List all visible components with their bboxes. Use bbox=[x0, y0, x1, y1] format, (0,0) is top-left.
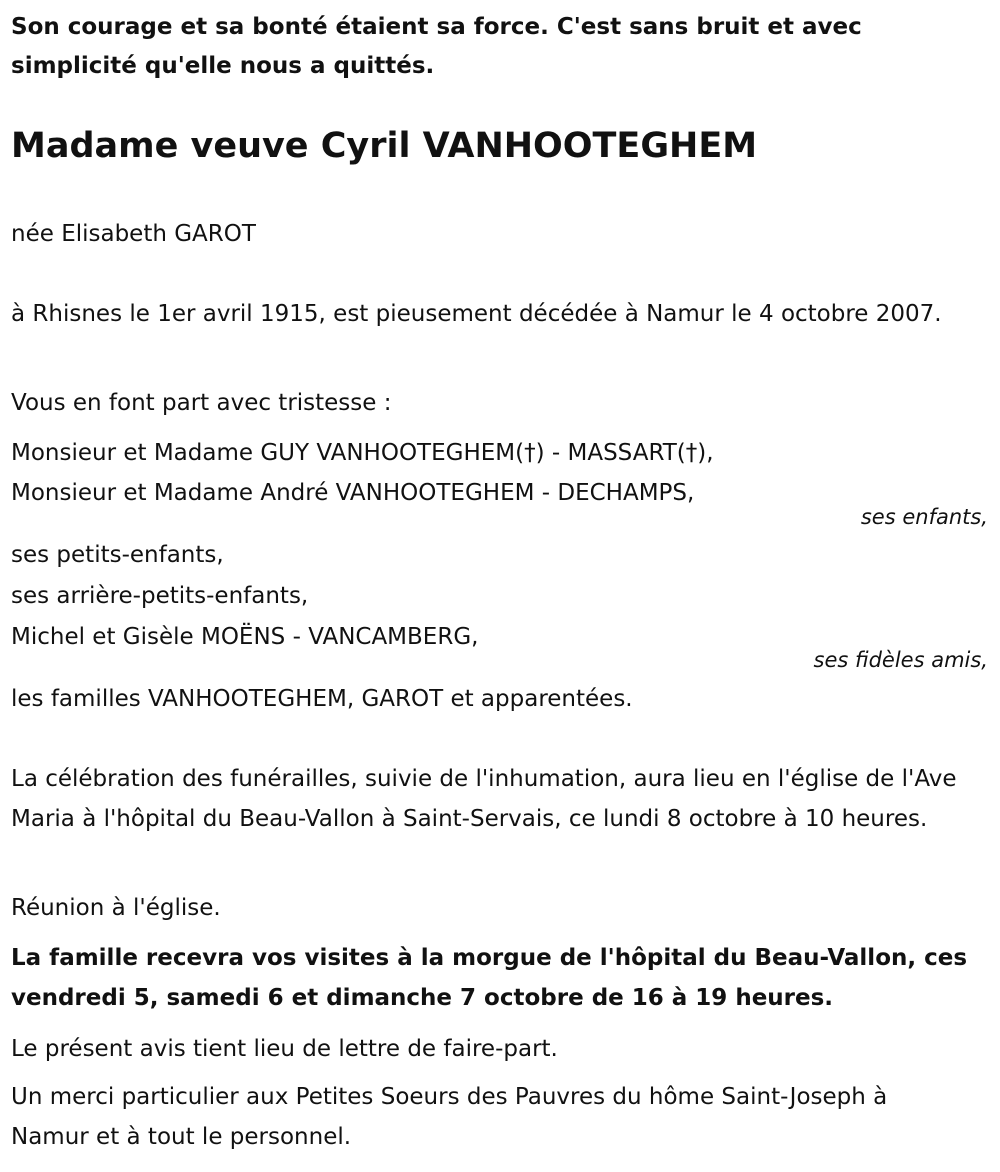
notice-letter-line: Le présent avis tient lieu de lettre de faire-part. bbox=[11, 1036, 558, 1062]
grandchildren-line: ses petits-enfants, bbox=[11, 542, 224, 568]
visits-details: La famille recevra vos visites à la morgue de l'hôpital du Beau-Vallon, ces vendredi 5, samedi 6 et dimanche 7 octobre de 16 à 19 heures. bbox=[11, 945, 968, 1011]
announcement-line: Vous en font part avec tristesse : bbox=[11, 390, 392, 416]
thanks-details: Un merci particulier aux Petites Soeurs des Pauvres du hôme Saint-Joseph à Namur et à tout le personnel. bbox=[11, 1084, 888, 1150]
child-family-line: Monsieur et Madame GUY VANHOOTEGHEM(†) - MASSART(†), bbox=[11, 440, 714, 466]
friends-label: ses fidèles amis, bbox=[813, 648, 988, 672]
great-grandchildren-line: ses arrière-petits-enfants, bbox=[11, 583, 309, 609]
child-family-line: Monsieur et Madame André VANHOOTEGHEM - DECHAMPS, bbox=[11, 480, 695, 506]
epitaph-quote: Son courage et sa bonté étaient sa force. C'est sans bruit et avec simplicité qu'elle nous a quittés. bbox=[11, 14, 862, 79]
children-label: ses enfants, bbox=[860, 505, 988, 529]
meeting-line: Réunion à l'église. bbox=[11, 895, 221, 921]
birth-death-details: à Rhisnes le 1er avril 1915, est pieusement décédée à Namur le 4 octobre 2007. bbox=[11, 301, 942, 327]
maiden-name: née Elisabeth GAROT bbox=[11, 221, 256, 247]
friends-line: Michel et Gisèle MOËNS - VANCAMBERG, bbox=[11, 624, 479, 650]
families-line: les familles VANHOOTEGHEM, GAROT et apparentées. bbox=[11, 686, 633, 712]
funeral-details: La célébration des funérailles, suivie de l'inhumation, aura lieu en l'église de l'Ave Maria à l'hôpital du Beau-Vallon à Saint-Servais, ce lundi 8 octobre à 10 heures. bbox=[11, 766, 957, 832]
deceased-name: Madame veuve Cyril VANHOOTEGHEM bbox=[11, 126, 758, 166]
